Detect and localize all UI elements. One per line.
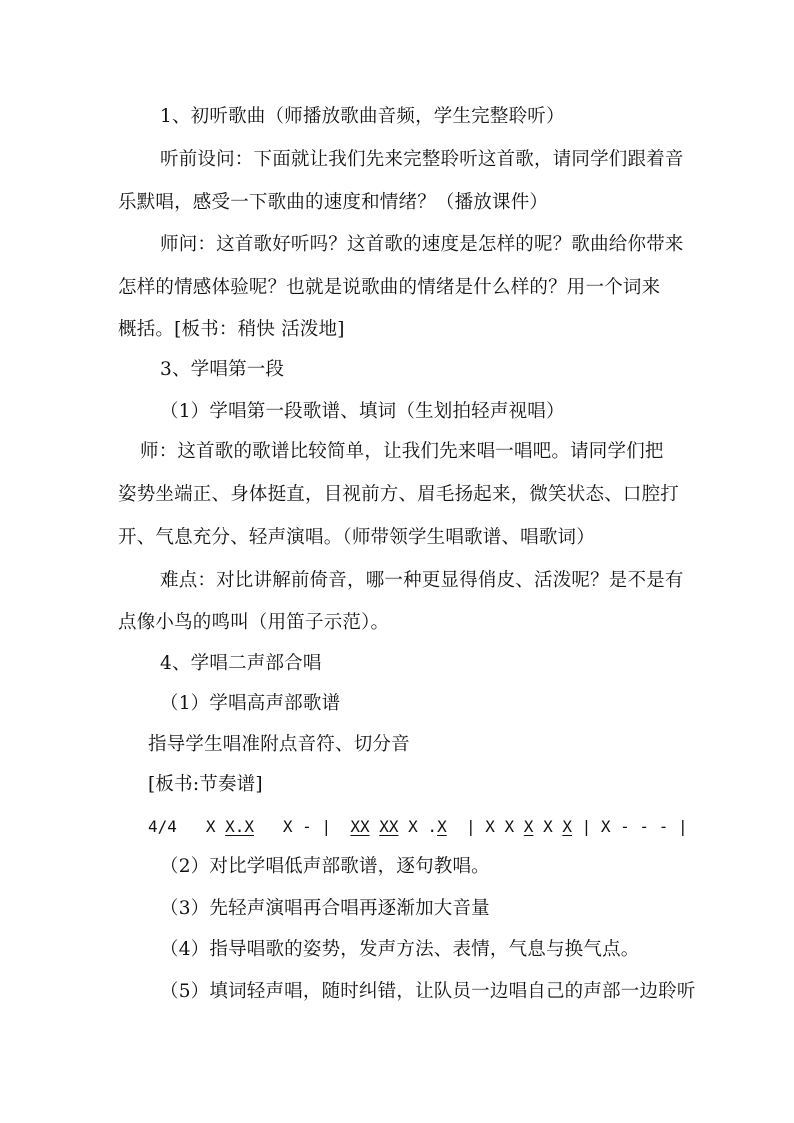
paragraph-line-1: 1、初听歌曲（师播放歌曲音频，学生完整聆听） — [160, 106, 565, 127]
subitem-5: （5）填词轻声唱，随时纠错，让队员一边唱自己的声部一边聆听 — [160, 981, 696, 1002]
paragraph-line-9: 开、气息充分、轻声演唱。（师带领学生唱歌谱、唱歌词） — [118, 527, 595, 548]
paragraph-line-2: 听前设问：下面就让我们先来完整聆听这首歌，请同学们跟着音 — [160, 149, 684, 170]
rhythm-note: XX — [350, 817, 370, 836]
paragraph-line-4: 师问：这首歌好听吗？这首歌的速度是怎样的呢？歌曲给你带来 — [160, 234, 684, 255]
paragraph-line-5: 怎样的情感体验呢？也就是说歌曲的情绪是什么样的？用一个词来 — [118, 277, 661, 298]
paragraph-line-11: 点像小鸟的鸣叫（用笛子示范）。 — [118, 612, 390, 633]
paragraph-line-7: 师：这首歌的歌谱比较简单，让我们先来唱一唱吧。请同学们把 — [140, 441, 664, 462]
paragraph-line-12: 指导学生唱准附点音符、切分音 — [148, 734, 410, 755]
rhythm-note: X.X — [225, 817, 254, 836]
board-note: [板书:节奏谱] — [148, 774, 263, 795]
rhythm-meter: 4/4 — [148, 817, 177, 836]
section-heading-4: 4、学唱二声部合唱 — [160, 653, 322, 674]
rhythm-note: X — [543, 817, 553, 836]
rhythm-notation — [148, 815, 688, 839]
rhythm-note: | X - - - | — [581, 817, 688, 836]
subitem-1b: （1）学唱高声部歌谱 — [160, 693, 341, 714]
rhythm-note: X — [205, 817, 216, 836]
section-heading-3: 3、学唱第一段 — [160, 359, 285, 380]
subitem-1: （1）学唱第一段歌谱、填词（生划拍轻声视唱） — [160, 401, 565, 422]
subitem-2: （2）对比学唱低声部歌谱，逐句教唱。 — [160, 856, 490, 877]
rhythm-note: X — [437, 817, 447, 836]
subitem-4: （4）指导唱歌的姿势，发声方法、表情，气息与换气点。 — [160, 939, 640, 960]
rhythm-note: XX — [379, 817, 399, 836]
paragraph-line-6: 概括。[板书：稍快 活泼地] — [118, 319, 345, 340]
rhythm-note: X - | — [282, 817, 332, 836]
paragraph-line-8: 姿势坐端正、身体挺直，目视前方、眉毛扬起来，微笑状态、口腔打 — [118, 484, 680, 505]
rhythm-note: X — [562, 817, 572, 836]
rhythm-note: X — [523, 817, 534, 836]
rhythm-note: X . — [408, 817, 438, 836]
paragraph-line-10: 难点：对比讲解前倚音，哪一种更显得俏皮、活泼呢？是不是有 — [160, 570, 684, 591]
subitem-3: （3）先轻声演唱再合唱再逐渐加大音量 — [160, 898, 490, 919]
rhythm-note: | X X — [465, 817, 515, 836]
paragraph-line-3: 乐默唱，感受一下歌曲的速度和情绪？（播放课件） — [118, 192, 549, 213]
